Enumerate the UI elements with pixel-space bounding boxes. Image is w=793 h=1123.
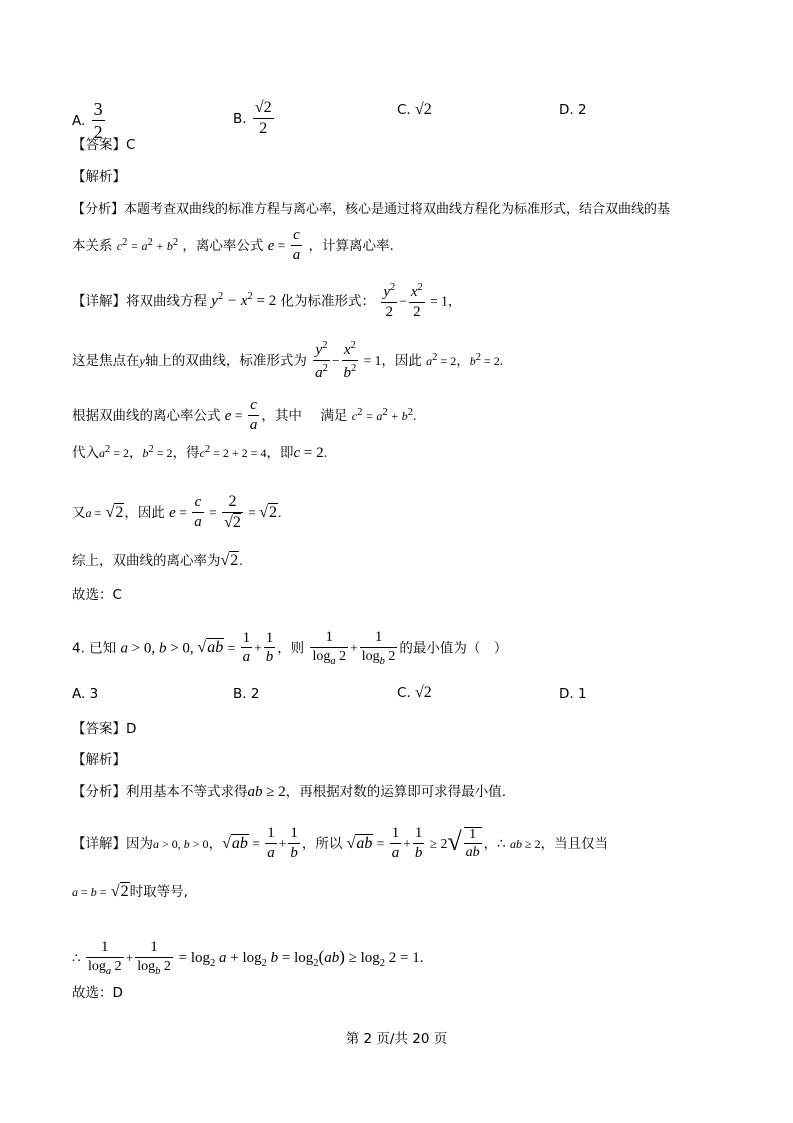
formula-a-eq-b: a = b =: [72, 885, 107, 899]
text: 综上，双曲线的离心率为: [72, 553, 221, 569]
formula-condition: a > 0, b > 0,: [120, 640, 194, 657]
formula-b2: $b^2 = 2$: [469, 351, 500, 368]
q3-fenxi-line1: 【分析】本题考查双曲线的标准方程与离心率，核心是通过将双曲线方程化为标准形式，结合双曲线的基: [72, 202, 671, 217]
q4-choice: 故选：D: [72, 985, 123, 1001]
formula-log-chain: = $\log_2 a + \log_2 b = \log_2(ab) \ge \log_2 2 = 1$.: [174, 947, 424, 970]
numerator: 3: [93, 99, 103, 119]
fraction-1-log-b-2: $\frac{1}{\log_b 2}$: [361, 629, 396, 667]
formula-e: e: [224, 407, 232, 424]
fraction-1-a: $\frac{1}{a}$: [242, 629, 251, 666]
text: 化为标准形式：: [280, 293, 376, 310]
q4-stem: 4. 已知 a > 0, b > 0, √ab = $\frac{1}{a}$ + $\frac{1}{b}$ ，则 $\frac{1}{\log_a 2}$ + $\frac{1}{\log_b 2}$ 的最小值为（ ）: [72, 629, 508, 667]
q4-analysis-title: 【解析】: [72, 752, 126, 768]
numerator: √2: [253, 100, 274, 119]
text: ，因此: [124, 504, 165, 521]
denominator: 2: [93, 121, 103, 142]
sqrt-2: √2: [105, 503, 124, 521]
option-label: C.: [397, 685, 411, 701]
q3-line5: 又a = √2，因此 e = $\frac{c}{a}$ = $\frac{2}{√2}$ = √2.: [72, 493, 282, 531]
sqrt-2: √2: [220, 552, 239, 569]
fraction-c-a: $\frac{c}{a}$: [249, 397, 258, 433]
text: ，即: [266, 445, 294, 461]
sqrt-ab: √ab: [222, 834, 248, 852]
text: 这是焦点在: [72, 352, 140, 369]
option-label: A.: [72, 112, 86, 129]
text: 又: [72, 504, 86, 521]
text: 4. 已知: [72, 640, 117, 657]
text: 【详解】因为: [72, 835, 153, 852]
q3-analysis-title: 【解析】: [72, 169, 126, 185]
sqrt-2: √2: [259, 503, 278, 521]
q3-option-a: [72, 100, 107, 142]
text: 满足: [320, 407, 348, 424]
fraction: [253, 100, 274, 138]
formula-e: e: [267, 237, 275, 254]
q3-option-b: [233, 100, 276, 138]
fraction-2-sqrt2: $\frac{2}{√2}$: [224, 493, 241, 531]
fraction-1-b: $\frac{1}{b}$: [290, 825, 298, 861]
text: 【详解】将双曲线方程: [72, 293, 207, 310]
text: ，再根据对数的运算即可求得最小值.: [285, 784, 507, 800]
sqrt-1-over-ab: √ $\frac{1}{ab}$: [447, 826, 480, 861]
q3-line2: 这是焦点在y轴上的双曲线，标准形式为 $\frac{y^2}{a^2}$ − $\frac{x^2}{b^2}$ = 1，因此 $a^2 = 2$，$b^2 = 2$.: [72, 340, 504, 381]
q4-answer: 【答案】D: [72, 721, 137, 737]
q4-derivation: ∴ $\frac{1}{\log_a 2}$ + $\frac{1}{\log_b 2}$ = $\log_2 a + \log_2 b = \log_2(ab) \ge \log_2 2 = 1$.: [72, 939, 424, 977]
formula-ab-ge-2: ab ≥ 2: [510, 836, 541, 851]
sqrt-ab: √ab: [197, 639, 224, 657]
q3-line4: 代入$a^2 = 2$，$b^2 = 2$，得$c^2 = 2 + 2 = 4$，即c = 2.: [72, 444, 327, 461]
sqrt-expression: √2: [415, 101, 432, 118]
q3-line6: 综上，双曲线的离心率为√2.: [72, 552, 243, 569]
formula-b2: $b^2 = 2$: [142, 444, 173, 460]
text: 时取等号,: [129, 884, 188, 900]
formula-a2: $a^2 = 2$: [426, 351, 457, 368]
text: ，其中: [261, 407, 302, 424]
fraction: $\frac{x^2}{2}$: [410, 282, 423, 320]
text: ，因此: [381, 352, 422, 369]
q4-equal-condition: [72, 884, 188, 900]
q3-option-d: D. 2: [559, 102, 587, 118]
fraction: $\frac{x^2}{b^2}$: [343, 340, 357, 381]
fraction: $\frac{y^2}{2}$: [383, 282, 396, 320]
fraction-1-a: $\frac{1}{a}$: [391, 825, 400, 861]
q3-line3: 根据双曲线的离心率公式 e = $\frac{c}{a}$ ，其中 满足 $c^2 = a^2 + b^2$.: [72, 397, 417, 433]
fraction-c-a: $\frac{c}{a}$: [194, 494, 202, 530]
page-footer: 第 2 页/共 20 页: [345, 1031, 448, 1047]
formula-condition: a > 0, b > 0: [153, 836, 209, 851]
text: ，得: [172, 445, 200, 461]
formula-a: a =: [85, 505, 102, 520]
text: ，当且仅当: [540, 835, 609, 852]
formula-c2-a2-b2: $c^2 = a^2 + b^2$: [351, 406, 414, 423]
fraction-1-b: $\frac{1}{b}$: [265, 629, 274, 666]
text: ，计算离心率.: [308, 237, 394, 254]
formula-c2-sum: $c^2 = 2 + 2 = 4$: [199, 444, 267, 460]
q4-xiangjie-line1: 【详解】因为a > 0, b > 0，√ab = $\frac{1}{a}$ + $\frac{1}{b}$ ，所以 √ab = $\frac{1}{a}$ + $\frac{1}{b}$ ≥ 2√ $\frac{1}{ab}$ ，∴ ab ≥ 2，当且仅当: [72, 825, 609, 861]
text: ，则: [277, 640, 305, 657]
sqrt-2: √2: [110, 883, 129, 900]
q4-option-c: [397, 685, 432, 701]
sqrt-ab: √ab: [346, 834, 373, 852]
var-y: y: [139, 353, 145, 368]
fraction-1-b: $\frac{1}{b}$: [414, 825, 423, 861]
formula-e: e: [169, 504, 176, 521]
option-label: B.: [233, 110, 247, 127]
q3-answer: 【答案】C: [72, 137, 136, 153]
fraction-1-log-b-2: $\frac{1}{\log_b 2}$: [137, 939, 171, 977]
q4-option-a: A. 3: [72, 686, 99, 702]
q3-xiangjie-line1: 【详解】将双曲线方程 $y^2 - x^2 = 2$ 化为标准形式： $\frac{y^2}{2}$ − $\frac{x^2}{2}$ = 1，: [72, 282, 462, 320]
text: ，离心率公式: [182, 237, 264, 254]
fraction: $\frac{y^2}{a^2}$: [315, 340, 328, 381]
formula-c2-a2-b2: $c^2 = a^2 + b^2$: [116, 236, 179, 253]
denominator: 2: [259, 119, 268, 137]
text: 根据双曲线的离心率公式: [72, 407, 221, 424]
text: 本关系: [72, 237, 113, 254]
text: 代入: [72, 445, 99, 461]
fraction-1-a: $\frac{1}{a}$: [267, 825, 275, 861]
q4-option-d: D. 1: [559, 686, 587, 702]
text: 的最小值为（ ）: [399, 640, 508, 657]
option-label: C.: [397, 102, 411, 118]
text: ，所以: [301, 835, 343, 852]
fraction-1-log-a-2: $\frac{1}{\log_a 2}$: [87, 939, 122, 977]
fraction: [92, 100, 105, 142]
sqrt-expression: √2: [415, 684, 432, 701]
fraction-1-log-a-2: $\frac{1}{\log_a 2}$: [312, 629, 347, 667]
formula-c: c = 2: [293, 445, 324, 461]
fraction-c-a: $\frac{c}{a}$: [292, 227, 301, 263]
q3-fenxi-line2: 本关系 $c^2 = a^2 + b^2$ ，离心率公式 e = $\frac{c}{a}$ ，计算离心率.: [72, 227, 394, 263]
text: 【分析】利用基本不等式求得: [72, 784, 248, 800]
q3-option-c: [397, 102, 432, 118]
q3-choice: 故选：C: [72, 587, 122, 603]
text: 轴上的双曲线，标准形式为: [144, 352, 307, 369]
q4-option-b: B. 2: [233, 686, 260, 702]
formula-ab-ge-2: ab ≥ 2: [247, 784, 286, 800]
formula-hyperbola: $y^2 - x^2 = 2$: [211, 291, 277, 310]
q4-fenxi: [72, 785, 506, 800]
formula-a2: $a^2 = 2$: [99, 444, 130, 460]
